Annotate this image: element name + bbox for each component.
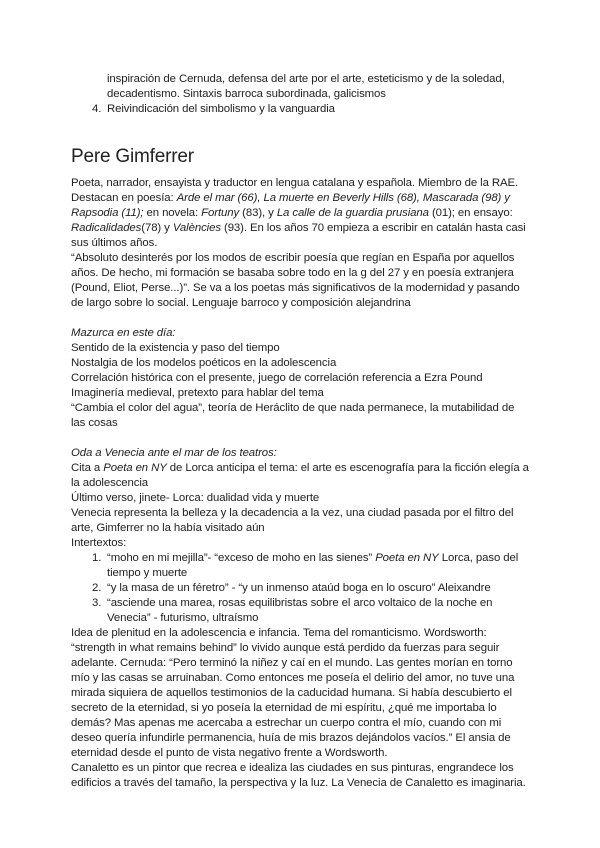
list-item-text: “y la masa de un féretro” - “y un inmenso ataúd boga en lo oscuro” Aleixandre bbox=[107, 582, 491, 594]
bio-text: (01); en ensayo: bbox=[428, 207, 513, 219]
oda-heading: Oda a Venecia ante el mar de los teatros: bbox=[71, 447, 277, 459]
section-body bbox=[71, 176, 531, 791]
mazurca-line: Sentido de la existencia y paso del tiempo bbox=[71, 342, 280, 354]
section-heading: Pere Gimferrer bbox=[71, 146, 194, 167]
bio-text: Poeta, narrador, ensayista y traductor en lengua catalana y española. Miembro de la RAE. Destacan en poesía: bbox=[71, 177, 519, 204]
continuation-line: inspiración de Cernuda, defensa del arte por el arte, esteticismo y de la soledad, bbox=[107, 73, 505, 85]
list-item bbox=[71, 596, 531, 626]
mazurca-line: Correlación histórica con el presente, juego de correlación referencia a Ezra Pound bbox=[71, 372, 483, 384]
list-item-text: “asciende una marea, rosas equilibristas sobre el arco voltaico de la noche en Venecia” - futurismo, ultraísmo bbox=[107, 597, 493, 624]
list-number: 2. bbox=[92, 582, 102, 594]
previous-item-continuation bbox=[107, 72, 547, 102]
bio-paragraph bbox=[71, 176, 531, 251]
mazurca-line: Imaginería medieval, pretexto para hablar del tema bbox=[71, 387, 324, 399]
work-title: Poeta en NY bbox=[103, 462, 167, 474]
list-item bbox=[71, 551, 531, 581]
mazurca-line: “Cambia el color del agua”, teoría de Heráclito de que nada permanece, la mutabilidad de las cosas bbox=[71, 402, 515, 429]
list-item-4 bbox=[92, 102, 335, 117]
work-title: Valències bbox=[172, 222, 221, 234]
work-title: Poeta en NY bbox=[375, 552, 439, 564]
oda-text: Cita a bbox=[71, 462, 104, 474]
bio-text: (78) y bbox=[141, 222, 173, 234]
idea-paragraph: Idea de plenitud en la adolescencia e infancia. Tema del romanticismo. Wordsworth: “strength in what remains behind” lo vivido aunque está perdido da fuerzas para seguir adelante. Cernuda: “Pero terminó la niñez y caí en el mundo. Las gentes morían en torno mío y las casas se arruinaban. Como entonces me poseía el delirio del amor, no tuve una mirada siquiera de aquellos testimonios de la caducidad humana. Si había descubierto el secreto de la eternidad, si yo poseía la eternidad de mi espíritu, ¿qué me importaba lo demás? Mas apenas me acercaba a estrechar un cuerpo contra el mío, cuando con mi deseo quería infundirle permanencia, huía de mis brazos dejándolos vacíos.” El ansia de eternidad desde el punto de vista negativo frente a Wordsworth. bbox=[71, 627, 515, 759]
work-title: La calle de la guardia prusiana bbox=[276, 207, 429, 219]
list-number: 3. bbox=[92, 597, 102, 609]
intertextos-list bbox=[71, 551, 531, 626]
canaletto-paragraph: Canaletto es un pintor que recrea e idealiza las ciudades en sus pinturas, engrandece los edificios a través del tamaño, la perspectiva y la luz. La Venecia de Canaletto es imaginaria. bbox=[71, 762, 526, 789]
list-item bbox=[71, 581, 531, 596]
list-number: 4. bbox=[92, 103, 102, 115]
list-item-text: “moho en mi mejilla”- “exceso de moho en las sienes” bbox=[107, 552, 376, 564]
bio-text: en novela: bbox=[143, 207, 202, 219]
mazurca-line: Nostalgia de los modelos poéticos en la adolescencia bbox=[71, 357, 337, 369]
work-title: Radicalidades bbox=[71, 222, 142, 234]
work-title: Fortuny bbox=[201, 207, 240, 219]
bio-text: (93). En los años 70 empieza a escribir en catalán hasta casi sus últimos años. bbox=[71, 222, 526, 249]
continuation-line: decadentismo. Sintaxis barroca subordinada, galicismos bbox=[107, 88, 386, 100]
list-item-text: Lorca, paso del tiempo y muerte bbox=[107, 552, 519, 579]
mazurca-heading: Mazurca en este día: bbox=[71, 327, 176, 339]
oda-ultimo: Último verso, jinete- Lorca: dualidad vida y muerte bbox=[71, 492, 320, 504]
oda-text: de Lorca anticipa el tema: el arte es escenografía para la ficción elegía a la adolescencia bbox=[71, 462, 529, 489]
list-item-text: Reivindicación del simbolismo y la vanguardia bbox=[107, 103, 335, 115]
oda-venecia: Venecia representa la belleza y la decadencia a la vez, una ciudad pasada por el filtro del arte, Gimferrer no la había visitado aún bbox=[71, 507, 514, 534]
list-number: 1. bbox=[92, 552, 102, 564]
intertextos-label: Intertextos: bbox=[71, 537, 127, 549]
quote-paragraph: “Absoluto desinterés por los modos de escribir poesía que regían en España por aquellos años. De hecho, mi formación se basaba sobre todo en la g del 27 y en poesía extranjera (Pound, Eliot, Perse...)”. Se va a los poetas más significativos de la modernidad y pasando de largo sobre lo social. Lenguaje barroco y composición alejandrina bbox=[71, 252, 520, 309]
oda-cita bbox=[71, 461, 531, 491]
work-title: Arde el mar (66), La muerte en Beverly Hills (68), Mascarada (98) y Rapsodia (11); bbox=[71, 192, 510, 219]
bio-text: (83), y bbox=[239, 207, 277, 219]
